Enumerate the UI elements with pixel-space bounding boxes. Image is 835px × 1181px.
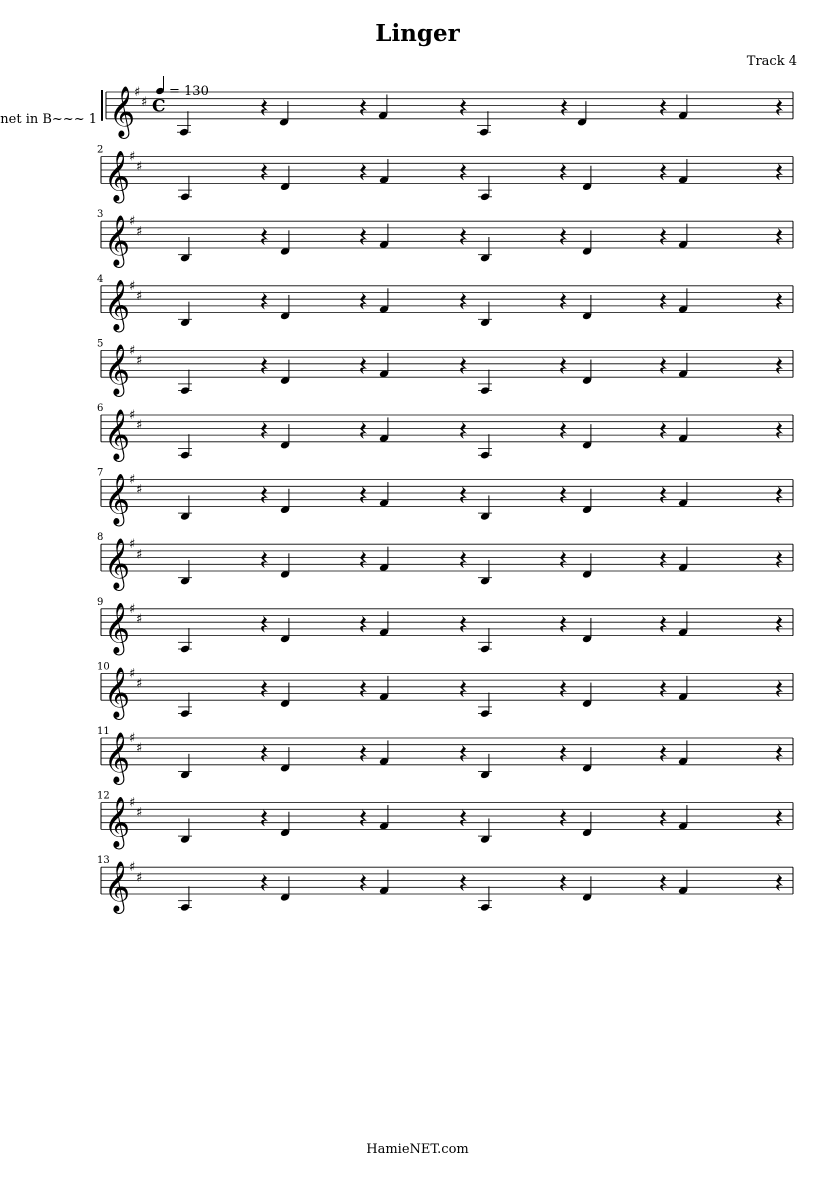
treble-clef-icon: 𝄞 [104, 731, 131, 783]
key-signature-sharp-f: ♯ [129, 472, 136, 488]
key-signature-sharp-f: ♯ [134, 85, 141, 100]
treble-clef-icon: 𝄞 [104, 602, 131, 654]
treble-clef-icon: 𝄞 [104, 344, 131, 396]
treble-clef-icon: 𝄞 [104, 150, 131, 202]
quarter-rest-icon [660, 680, 667, 697]
quarter-rest-icon [776, 228, 783, 245]
quarter-rest-icon [660, 293, 667, 310]
measure-number: 12 [97, 790, 110, 802]
quarter-rest-icon [776, 680, 783, 697]
quarter-rest-icon [560, 422, 567, 439]
quarter-rest-icon [560, 293, 567, 310]
quarter-rest-icon [460, 163, 467, 180]
quarter-rest-icon [560, 357, 567, 374]
quarter-rest-icon [660, 422, 667, 439]
key-signature-sharp-c: ♯ [136, 418, 143, 434]
time-signature: C [152, 96, 166, 117]
quarter-rest-icon [261, 422, 268, 439]
quarter-rest-icon [561, 99, 568, 116]
key-signature-sharp-c: ♯ [136, 159, 143, 175]
key-signature-sharp-f: ♯ [129, 860, 136, 876]
tempo-marking: = 130 [169, 84, 209, 99]
score-title: Linger [375, 20, 460, 47]
quarter-rest-icon [776, 99, 783, 116]
key-signature-sharp-f: ♯ [129, 731, 136, 746]
key-signature-sharp-f: ♯ [129, 149, 136, 165]
quarter-rest-icon [360, 551, 367, 568]
quarter-rest-icon [660, 486, 667, 503]
measure-number: 8 [97, 532, 104, 544]
key-signature-sharp-f: ♯ [129, 601, 136, 617]
measure-number: 13 [97, 855, 110, 867]
measure-number: 10 [97, 661, 110, 673]
quarter-rest-icon [776, 809, 783, 826]
quarter-rest-icon [660, 616, 667, 633]
footer-credit: HamieNET.com [366, 1142, 469, 1157]
quarter-rest-icon [560, 486, 567, 503]
quarter-rest-icon [776, 616, 783, 633]
quarter-rest-icon [560, 163, 567, 180]
quarter-rest-icon [360, 293, 367, 310]
quarter-rest-icon [360, 616, 367, 633]
quarter-rest-icon [261, 616, 268, 633]
key-signature-sharp-f: ♯ [129, 214, 136, 230]
quarter-rest-icon [660, 99, 667, 116]
quarter-rest-icon [460, 745, 467, 762]
key-signature-sharp-c: ♯ [136, 288, 143, 304]
quarter-rest-icon [460, 228, 467, 245]
quarter-rest-icon [660, 228, 667, 245]
treble-clef-icon: 𝄞 [104, 796, 131, 848]
key-signature-sharp-c: ♯ [136, 482, 143, 498]
key-signature-sharp-f: ♯ [129, 795, 136, 811]
quarter-rest-icon [360, 99, 367, 116]
treble-clef-icon: 𝄞 [104, 473, 131, 525]
measure-number: 2 [97, 144, 104, 156]
quarter-rest-icon [360, 486, 367, 503]
key-signature-sharp-c: ♯ [136, 353, 143, 369]
quarter-rest-icon [776, 357, 783, 374]
quarter-rest-icon [360, 809, 367, 826]
key-signature-sharp-c: ♯ [136, 676, 143, 692]
quarter-rest-icon [776, 422, 783, 439]
key-signature-sharp-c: ♯ [136, 741, 143, 757]
quarter-rest-icon [261, 228, 268, 245]
quarter-rest-icon [261, 874, 268, 891]
measure-number: 7 [97, 467, 104, 479]
quarter-rest-icon [261, 163, 268, 180]
quarter-rest-icon [460, 486, 467, 503]
quarter-rest-icon [261, 680, 268, 697]
quarter-rest-icon [460, 616, 467, 633]
quarter-rest-icon [360, 745, 367, 762]
quarter-rest-icon [460, 874, 467, 891]
key-signature-sharp-f: ♯ [129, 537, 136, 553]
quarter-rest-icon [360, 874, 367, 891]
treble-clef-icon: 𝄞 [104, 215, 131, 266]
measure-number: 5 [97, 338, 104, 350]
key-signature-sharp-f: ♯ [129, 278, 136, 294]
quarter-rest-icon [360, 680, 367, 697]
quarter-rest-icon [360, 422, 367, 439]
key-signature-sharp-c: ♯ [136, 547, 143, 563]
score-subtitle: Track 4 [746, 54, 797, 69]
quarter-rest-icon [660, 745, 667, 762]
quarter-rest-icon [460, 99, 467, 116]
quarter-rest-icon [460, 422, 467, 439]
quarter-rest-icon [776, 163, 783, 180]
key-signature-sharp-c: ♯ [141, 95, 148, 111]
quarter-rest-icon [776, 486, 783, 503]
quarter-rest-icon [660, 551, 667, 568]
quarter-rest-icon [560, 745, 567, 762]
quarter-rest-icon [460, 357, 467, 374]
key-signature-sharp-c: ♯ [136, 870, 143, 886]
quarter-rest-icon [460, 809, 467, 826]
quarter-rest-icon [560, 551, 567, 568]
measure-number: 9 [97, 596, 104, 608]
quarter-rest-icon [261, 809, 268, 826]
key-signature-sharp-c: ♯ [136, 805, 143, 821]
key-signature-sharp-f: ♯ [129, 408, 136, 423]
treble-clef-icon: 𝄞 [104, 279, 131, 331]
quarter-rest-icon [261, 99, 268, 116]
key-signature-sharp-c: ♯ [136, 611, 143, 627]
treble-clef-icon: 𝄞 [109, 85, 136, 137]
quarter-rest-icon [560, 809, 567, 826]
quarter-rest-icon [776, 874, 783, 891]
quarter-rest-icon [660, 163, 667, 180]
measure-number: 11 [97, 726, 110, 737]
quarter-rest-icon [560, 680, 567, 697]
quarter-rest-icon [660, 809, 667, 826]
quarter-rest-icon [776, 745, 783, 762]
quarter-rest-icon [560, 874, 567, 891]
treble-clef-icon: 𝄞 [104, 538, 131, 589]
key-signature-sharp-f: ♯ [129, 343, 136, 359]
measure-number: 6 [97, 403, 104, 414]
quarter-rest-icon [261, 551, 268, 568]
treble-clef-icon: 𝄞 [104, 861, 131, 912]
quarter-rest-icon [660, 874, 667, 891]
quarter-rest-icon [360, 163, 367, 180]
quarter-rest-icon [776, 551, 783, 568]
key-signature-sharp-c: ♯ [136, 224, 143, 240]
quarter-rest-icon [261, 357, 268, 374]
treble-clef-icon: 𝄞 [104, 408, 131, 460]
quarter-rest-icon [460, 551, 467, 568]
quarter-rest-icon [261, 486, 268, 503]
instrument-name: net in B~~~ 1 [0, 112, 97, 127]
quarter-rest-icon [560, 616, 567, 633]
quarter-rest-icon [460, 293, 467, 310]
quarter-rest-icon [776, 293, 783, 310]
quarter-rest-icon [360, 228, 367, 245]
quarter-rest-icon [360, 357, 367, 374]
quarter-rest-icon [261, 745, 268, 762]
quarter-rest-icon [660, 357, 667, 374]
key-signature-sharp-f: ♯ [129, 666, 136, 682]
quarter-rest-icon [460, 680, 467, 697]
measure-number: 3 [97, 209, 104, 221]
quarter-rest-icon [560, 228, 567, 245]
measure-number: 4 [97, 273, 104, 285]
quarter-rest-icon [261, 293, 268, 310]
treble-clef-icon: 𝄞 [104, 667, 131, 719]
